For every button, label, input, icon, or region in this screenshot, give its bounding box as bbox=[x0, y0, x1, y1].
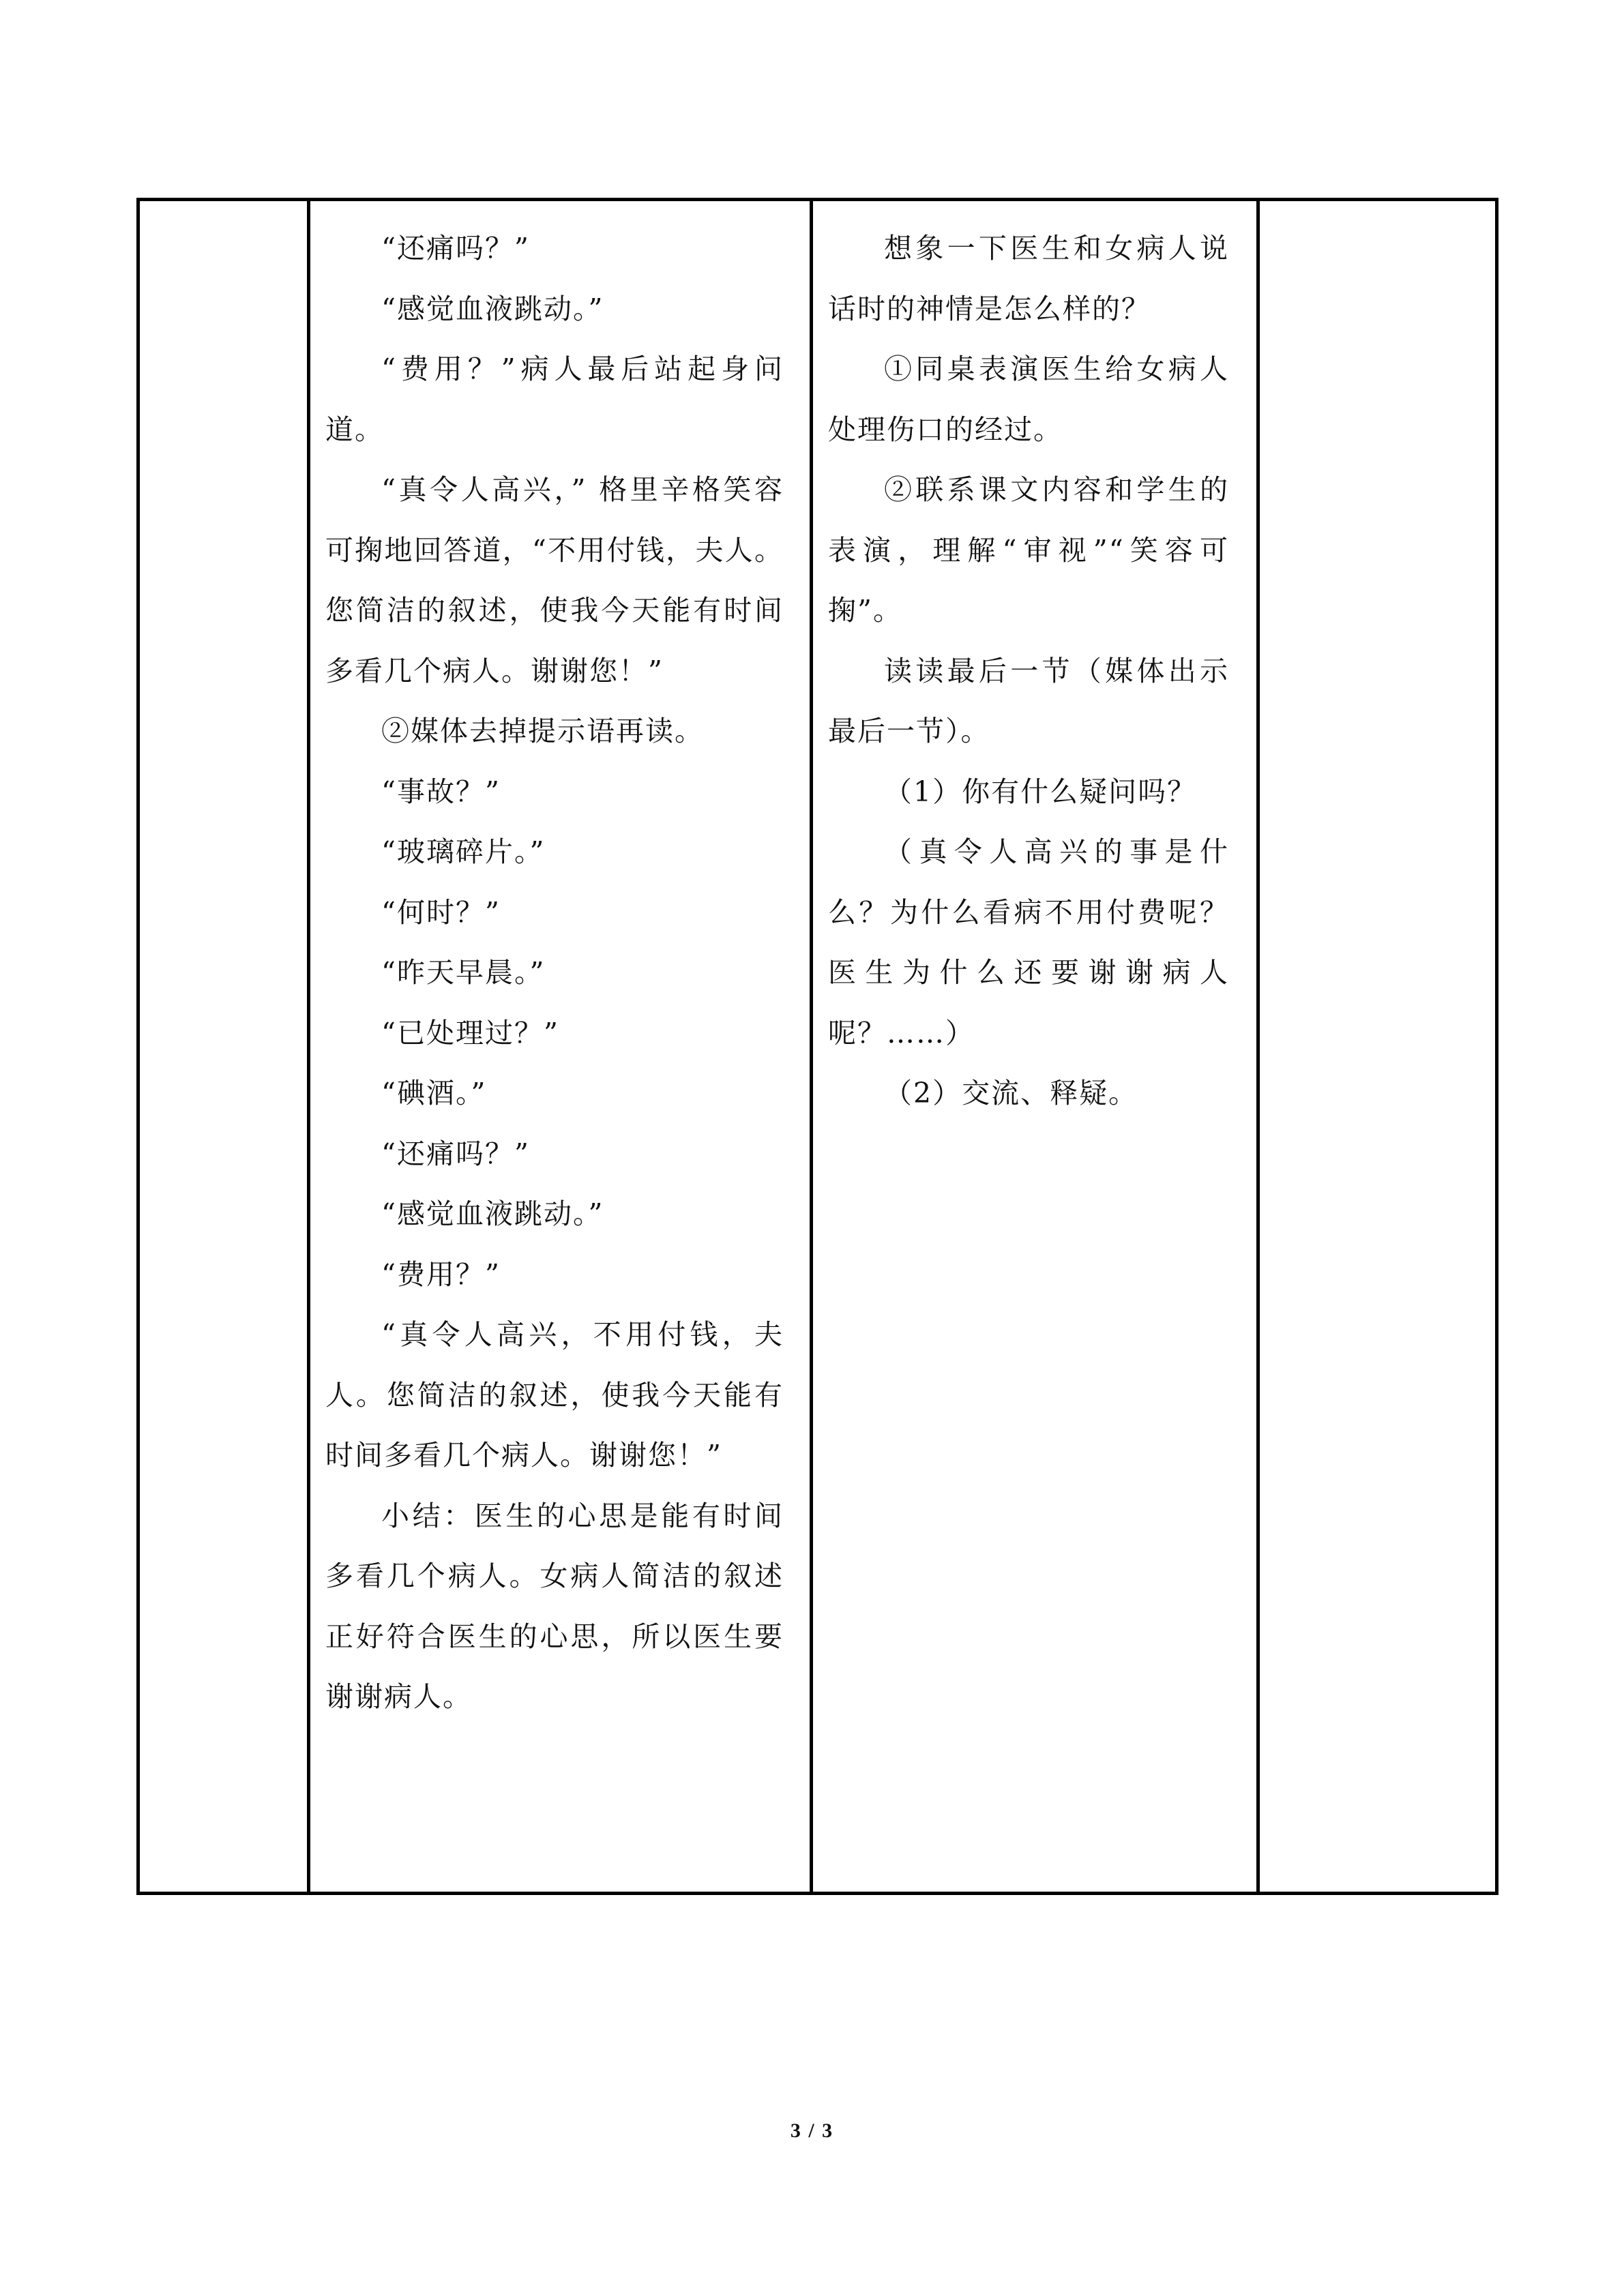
paragraph: “还痛吗？” bbox=[381, 232, 530, 265]
table-cell-teaching-content bbox=[309, 200, 812, 1894]
paragraph: 小结：医生的心思是能有时间多看几个病人。女病人简洁的叙述正好符合医生的心思，所以医生要谢谢病人。 bbox=[325, 1499, 784, 1713]
table-row bbox=[138, 200, 1497, 1894]
table-cell-col1 bbox=[138, 200, 309, 1894]
paragraph: “事故？” bbox=[381, 775, 501, 808]
paragraph: “感觉血液跳动。” bbox=[381, 1197, 604, 1230]
lesson-plan-table bbox=[136, 198, 1498, 1895]
paragraph: “费用？” bbox=[381, 1257, 501, 1291]
paragraph: 读读最后一节（媒体出示最后一节）。 bbox=[828, 654, 1229, 747]
paragraph: “还痛吗？” bbox=[381, 1137, 530, 1170]
paragraph: （1）你有什么疑问吗？ bbox=[884, 775, 1197, 808]
paragraph: （真令人高兴的事是什么？为什么看病不用付费呢？医生为什么还要谢谢病人呢？……） bbox=[828, 835, 1229, 1049]
paragraph: ②媒体去掉提示语再读。 bbox=[381, 715, 704, 747]
paragraph: “何时？” bbox=[381, 895, 501, 929]
paragraph: ①同桌表演医生给女病人处理伤口的经过。 bbox=[828, 353, 1229, 446]
paragraph: “真令人高兴，不用付钱，夫人。您简洁的叙述，使我今天能有时间多看几个病人。谢谢您！” bbox=[325, 1318, 784, 1472]
paragraph: “已处理过？” bbox=[381, 1016, 559, 1049]
paragraph: （2）交流、释疑。 bbox=[884, 1077, 1138, 1109]
paragraph: “感觉血液跳动。” bbox=[381, 292, 604, 325]
teaching-content-text bbox=[310, 201, 810, 1727]
paragraph: ②联系课文内容和学生的表演，理解“审视”“笑容可掬”。 bbox=[828, 473, 1229, 627]
table-cell-student-activity bbox=[812, 200, 1258, 1894]
paragraph: “费用？”病人最后站起身问道。 bbox=[325, 353, 784, 446]
paragraph: “玻璃碎片。” bbox=[381, 835, 546, 868]
paragraph: “真令人高兴，” 格里辛格笑容可掬地回答道，“不用付钱，夫人。您简洁的叙述，使我今天能有时间多看几个病人。谢谢您！” bbox=[325, 473, 784, 687]
paragraph: 想象一下医生和女病人说话时的神情是怎么样的？ bbox=[828, 232, 1229, 325]
paragraph: “碘酒。” bbox=[381, 1077, 487, 1109]
paragraph: “昨天早晨。” bbox=[381, 956, 546, 989]
page-number: 3 / 3 bbox=[790, 2119, 834, 2142]
table-cell-col4 bbox=[1258, 200, 1497, 1894]
student-activity-text bbox=[813, 201, 1256, 1124]
